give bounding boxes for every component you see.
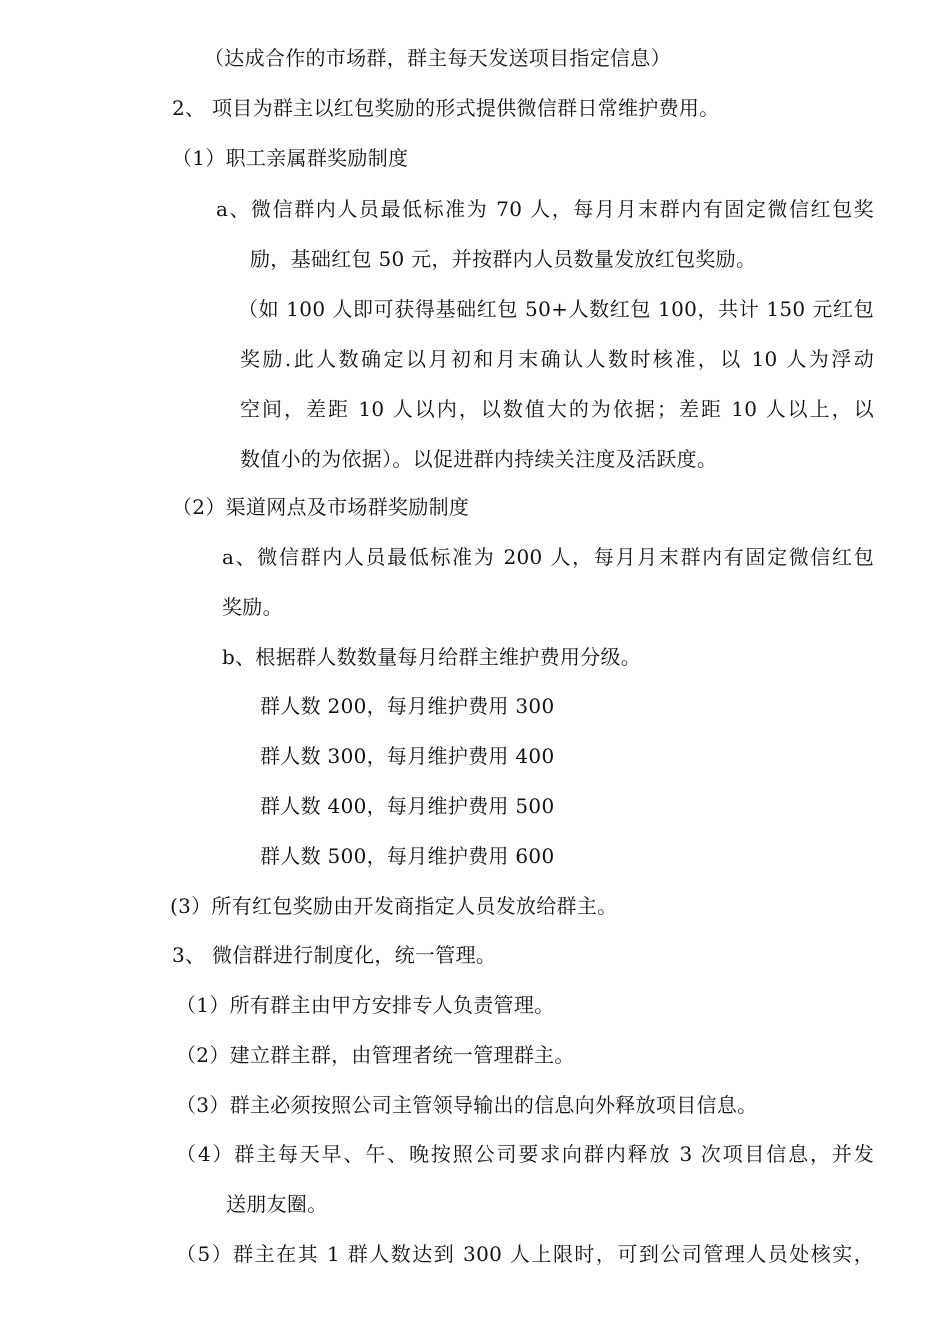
paragraph-line-4: a、微信群内人员最低标准为 70 人，每月月末群内有固定微信红包奖 xyxy=(216,197,874,221)
paragraph-line-1: （达成合作的市场群，群主每天发送项目指定信息） xyxy=(204,46,671,70)
rule-item-4-continued: 送朋友圈。 xyxy=(226,1192,328,1216)
fee-tier-300: 群人数 300，每月维护费用 400 xyxy=(260,744,555,768)
fee-tier-400: 群人数 400，每月维护费用 500 xyxy=(260,794,555,818)
rule-item-3: （3）群主必须按照公司主管领导输出的信息向外释放项目信息。 xyxy=(176,1093,758,1117)
rule-item-5: （5）群主在其 1 群人数达到 300 人上限时，可到公司管理人员处核实， xyxy=(176,1242,874,1266)
paragraph-line-6: （如 100 人即可获得基础红包 50+人数红包 100，共计 150 元红包 xyxy=(238,297,874,321)
subsection-3-heading: (3）所有红包奖励由开发商指定人员发放给群主。 xyxy=(170,894,618,918)
paragraph-line-8: 空间，差距 10 人以内，以数值大的为依据；差距 10 人以上，以 xyxy=(240,397,874,421)
rule-item-4: （4）群主每天早、午、晚按照公司要求向群内释放 3 次项目信息，并发 xyxy=(176,1142,874,1166)
paragraph-line-11: a、微信群内人员最低标准为 200 人，每月月末群内有固定微信红包 xyxy=(222,545,874,569)
fee-tier-500: 群人数 500，每月维护费用 600 xyxy=(260,844,555,868)
paragraph-line-9: 数值小的为依据）。以促进群内持续关注度及活跃度。 xyxy=(240,447,718,471)
rule-item-2: （2）建立群主群，由管理者统一管理群主。 xyxy=(176,1043,575,1067)
section-3-heading: 3、 微信群进行制度化，统一管理。 xyxy=(172,943,497,967)
section-2-heading: 2、 项目为群主以红包奖励的形式提供微信群日常维护费用。 xyxy=(172,96,720,120)
rule-item-1: （1）所有群主由甲方安排专人负责管理。 xyxy=(176,993,555,1017)
paragraph-line-5: 励，基础红包 50 元，并按群内人员数量发放红包奖励。 xyxy=(250,247,757,271)
paragraph-line-13: b、根据群人数数量每月给群主维护费用分级。 xyxy=(222,645,642,669)
paragraph-line-7: 奖励.此人数确定以月初和月末确认人数时核准，以 10 人为浮动 xyxy=(240,347,874,371)
fee-tier-200: 群人数 200，每月维护费用 300 xyxy=(260,694,555,718)
paragraph-line-12: 奖励。 xyxy=(222,595,283,619)
subsection-2-heading: （2）渠道网点及市场群奖励制度 xyxy=(172,495,470,519)
subsection-1-heading: （1）职工亲属群奖励制度 xyxy=(172,146,409,170)
